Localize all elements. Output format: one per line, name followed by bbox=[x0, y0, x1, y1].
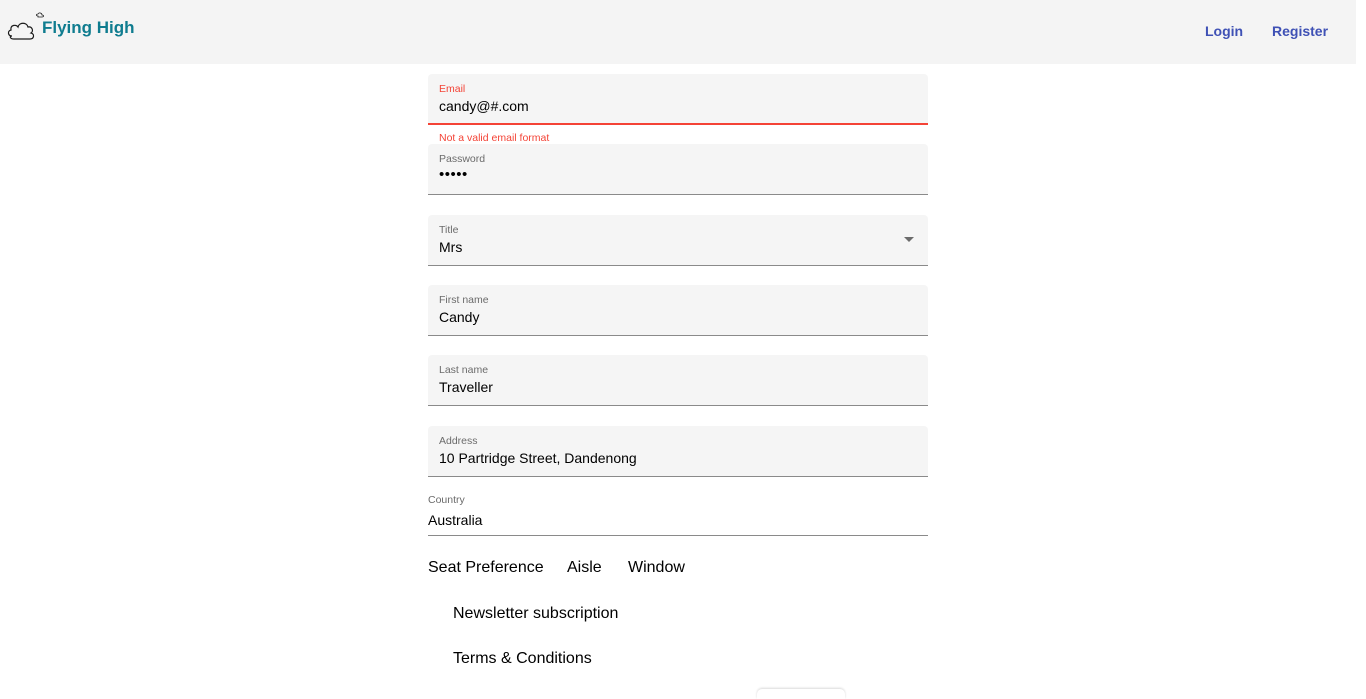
country-label: Country bbox=[428, 494, 465, 506]
terms-checkbox[interactable]: Terms & Conditions bbox=[453, 650, 592, 667]
password-field[interactable] bbox=[428, 144, 928, 195]
register-link[interactable]: Register bbox=[1272, 23, 1329, 39]
password-value: ••••• bbox=[439, 166, 468, 183]
country-field[interactable] bbox=[428, 492, 928, 536]
brand-logo[interactable] bbox=[6, 12, 135, 44]
submit-button-edge[interactable] bbox=[757, 689, 845, 699]
country-value: Australia bbox=[428, 512, 483, 528]
brand-name: Flying High bbox=[42, 18, 135, 37]
title-label: Title bbox=[439, 224, 459, 236]
email-field[interactable] bbox=[428, 74, 928, 125]
seat-option-aisle[interactable]: Aisle bbox=[567, 559, 602, 576]
address-field[interactable] bbox=[428, 426, 928, 477]
chevron-down-icon[interactable] bbox=[904, 237, 914, 242]
cloud-plane-icon bbox=[6, 12, 46, 44]
first-name-label: First name bbox=[439, 294, 489, 306]
password-label: Password bbox=[439, 153, 486, 165]
first-name-field[interactable] bbox=[428, 285, 928, 336]
title-select[interactable] bbox=[428, 215, 928, 266]
email-error-message: Not a valid email format bbox=[439, 132, 550, 144]
login-link[interactable]: Login bbox=[1205, 23, 1244, 39]
top-app-bar bbox=[0, 0, 1356, 64]
address-label: Address bbox=[439, 435, 478, 447]
newsletter-checkbox[interactable]: Newsletter subscription bbox=[453, 605, 619, 622]
address-value: 10 Partridge Street, Dandenong bbox=[439, 450, 637, 466]
email-label: Email bbox=[439, 83, 466, 95]
last-name-value: Traveller bbox=[439, 379, 493, 395]
last-name-label: Last name bbox=[439, 364, 489, 376]
email-value: candy@#.com bbox=[439, 98, 529, 114]
title-value: Mrs bbox=[439, 239, 463, 255]
first-name-value: Candy bbox=[439, 309, 480, 325]
seat-option-window[interactable]: Window bbox=[628, 559, 685, 576]
last-name-field[interactable] bbox=[428, 355, 928, 406]
seat-preference-label: Seat Preference bbox=[428, 559, 544, 576]
